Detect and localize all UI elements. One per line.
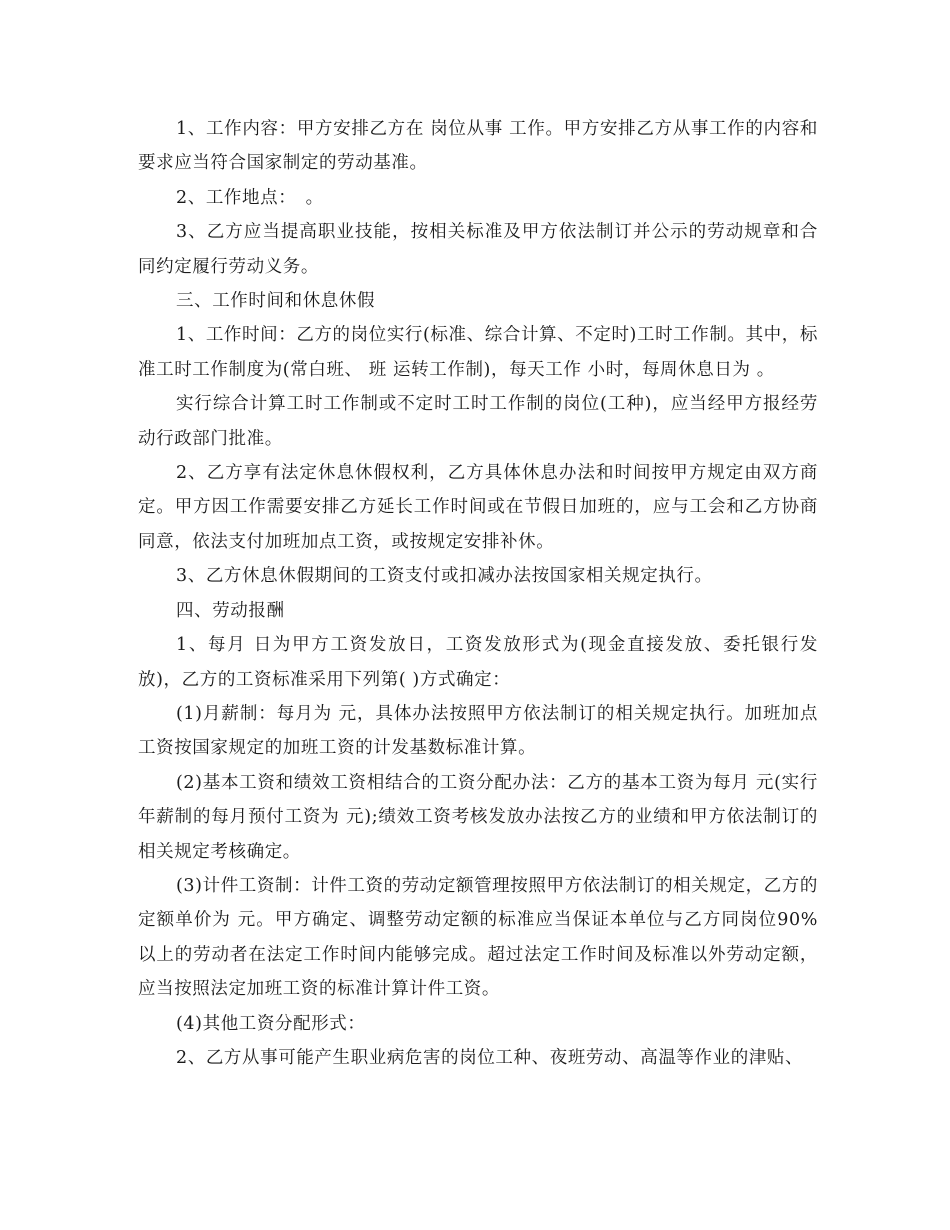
paragraph-pay-day: 1、每月 日为甲方工资发放日，工资发放形式为(现金直接发放、委托银行发放)，乙方的工资标准采用下列第( )方式确定： xyxy=(138,635,818,690)
paragraph-piece-rate: (3)计件工资制：计件工资的劳动定额管理按照甲方依法制订的相关规定，乙方的定额单价为 元。甲方确定、调整劳动定额的标准应当保证本单位与乙方同岗位90%以上的劳动者在法定工作时间内能够完成。超过法定工作时间及标准以外劳动定额，应当按照法定加班工资的标准计算计件工资。 xyxy=(138,875,818,1000)
paragraph-base-performance-pay: (2)基本工资和绩效工资相结合的工资分配办法：乙方的基本工资为每月 元(实行年薪制的每月预付工资为 元);绩效工资考核发放办法按乙方的业绩和甲方依法制订的相关规定考核确定。 xyxy=(138,772,818,862)
section-heading-work-time: 三、工作时间和休息休假 xyxy=(176,291,376,312)
paragraph-rest-rights: 2、乙方享有法定休息休假权利，乙方具体休息办法和时间按甲方规定由双方商定。甲方因工作需要安排乙方延长工作时间或在节假日加班的，应与工会和乙方协商同意，依法支付加班加点工资，或按规定安排补休。 xyxy=(138,463,818,552)
paragraph-work-duties: 3、乙方应当提高职业技能，按相关标准及甲方依法制订并公示的劳动规章和合同约定履行劳动义务。 xyxy=(138,222,818,277)
paragraph-work-content: 1、工作内容：甲方安排乙方在 岗位从事 工作。甲方安排乙方从事工作的内容和要求应当符合国家制定的劳动基准。 xyxy=(138,119,818,174)
paragraph-work-hours: 1、工作时间：乙方的岗位实行(标准、综合计算、不定时)工时工作制。其中，标准工时工作制度为(常白班、 班 运转工作制)，每天工作 小时，每周休息日为 。 xyxy=(138,325,818,380)
paragraph-other-pay: (4)其他工资分配形式： xyxy=(176,1013,366,1034)
paragraph-comprehensive-hours: 实行综合计算工时工作制或不定时工时工作制的岗位(工种)，应当经甲方报经劳动行政部门批准。 xyxy=(138,394,818,449)
paragraph-rest-pay: 3、乙方休息休假期间的工资支付或扣减办法按国家相关规定执行。 xyxy=(176,566,713,587)
document-body xyxy=(138,112,818,1075)
section-heading-remuneration: 四、劳动报酬 xyxy=(176,600,285,621)
paragraph-work-location: 2、工作地点： 。 xyxy=(176,187,324,208)
paragraph-monthly-salary: (1)月薪制：每月为 元，具体办法按照甲方依法制订的相关规定执行。加班加点工资按国家规定的加班工资的计发基数标准计算。 xyxy=(138,703,818,759)
paragraph-allowances: 2、乙方从事可能产生职业病危害的岗位工种、夜班劳动、高温等作业的津贴、 xyxy=(176,1047,804,1068)
